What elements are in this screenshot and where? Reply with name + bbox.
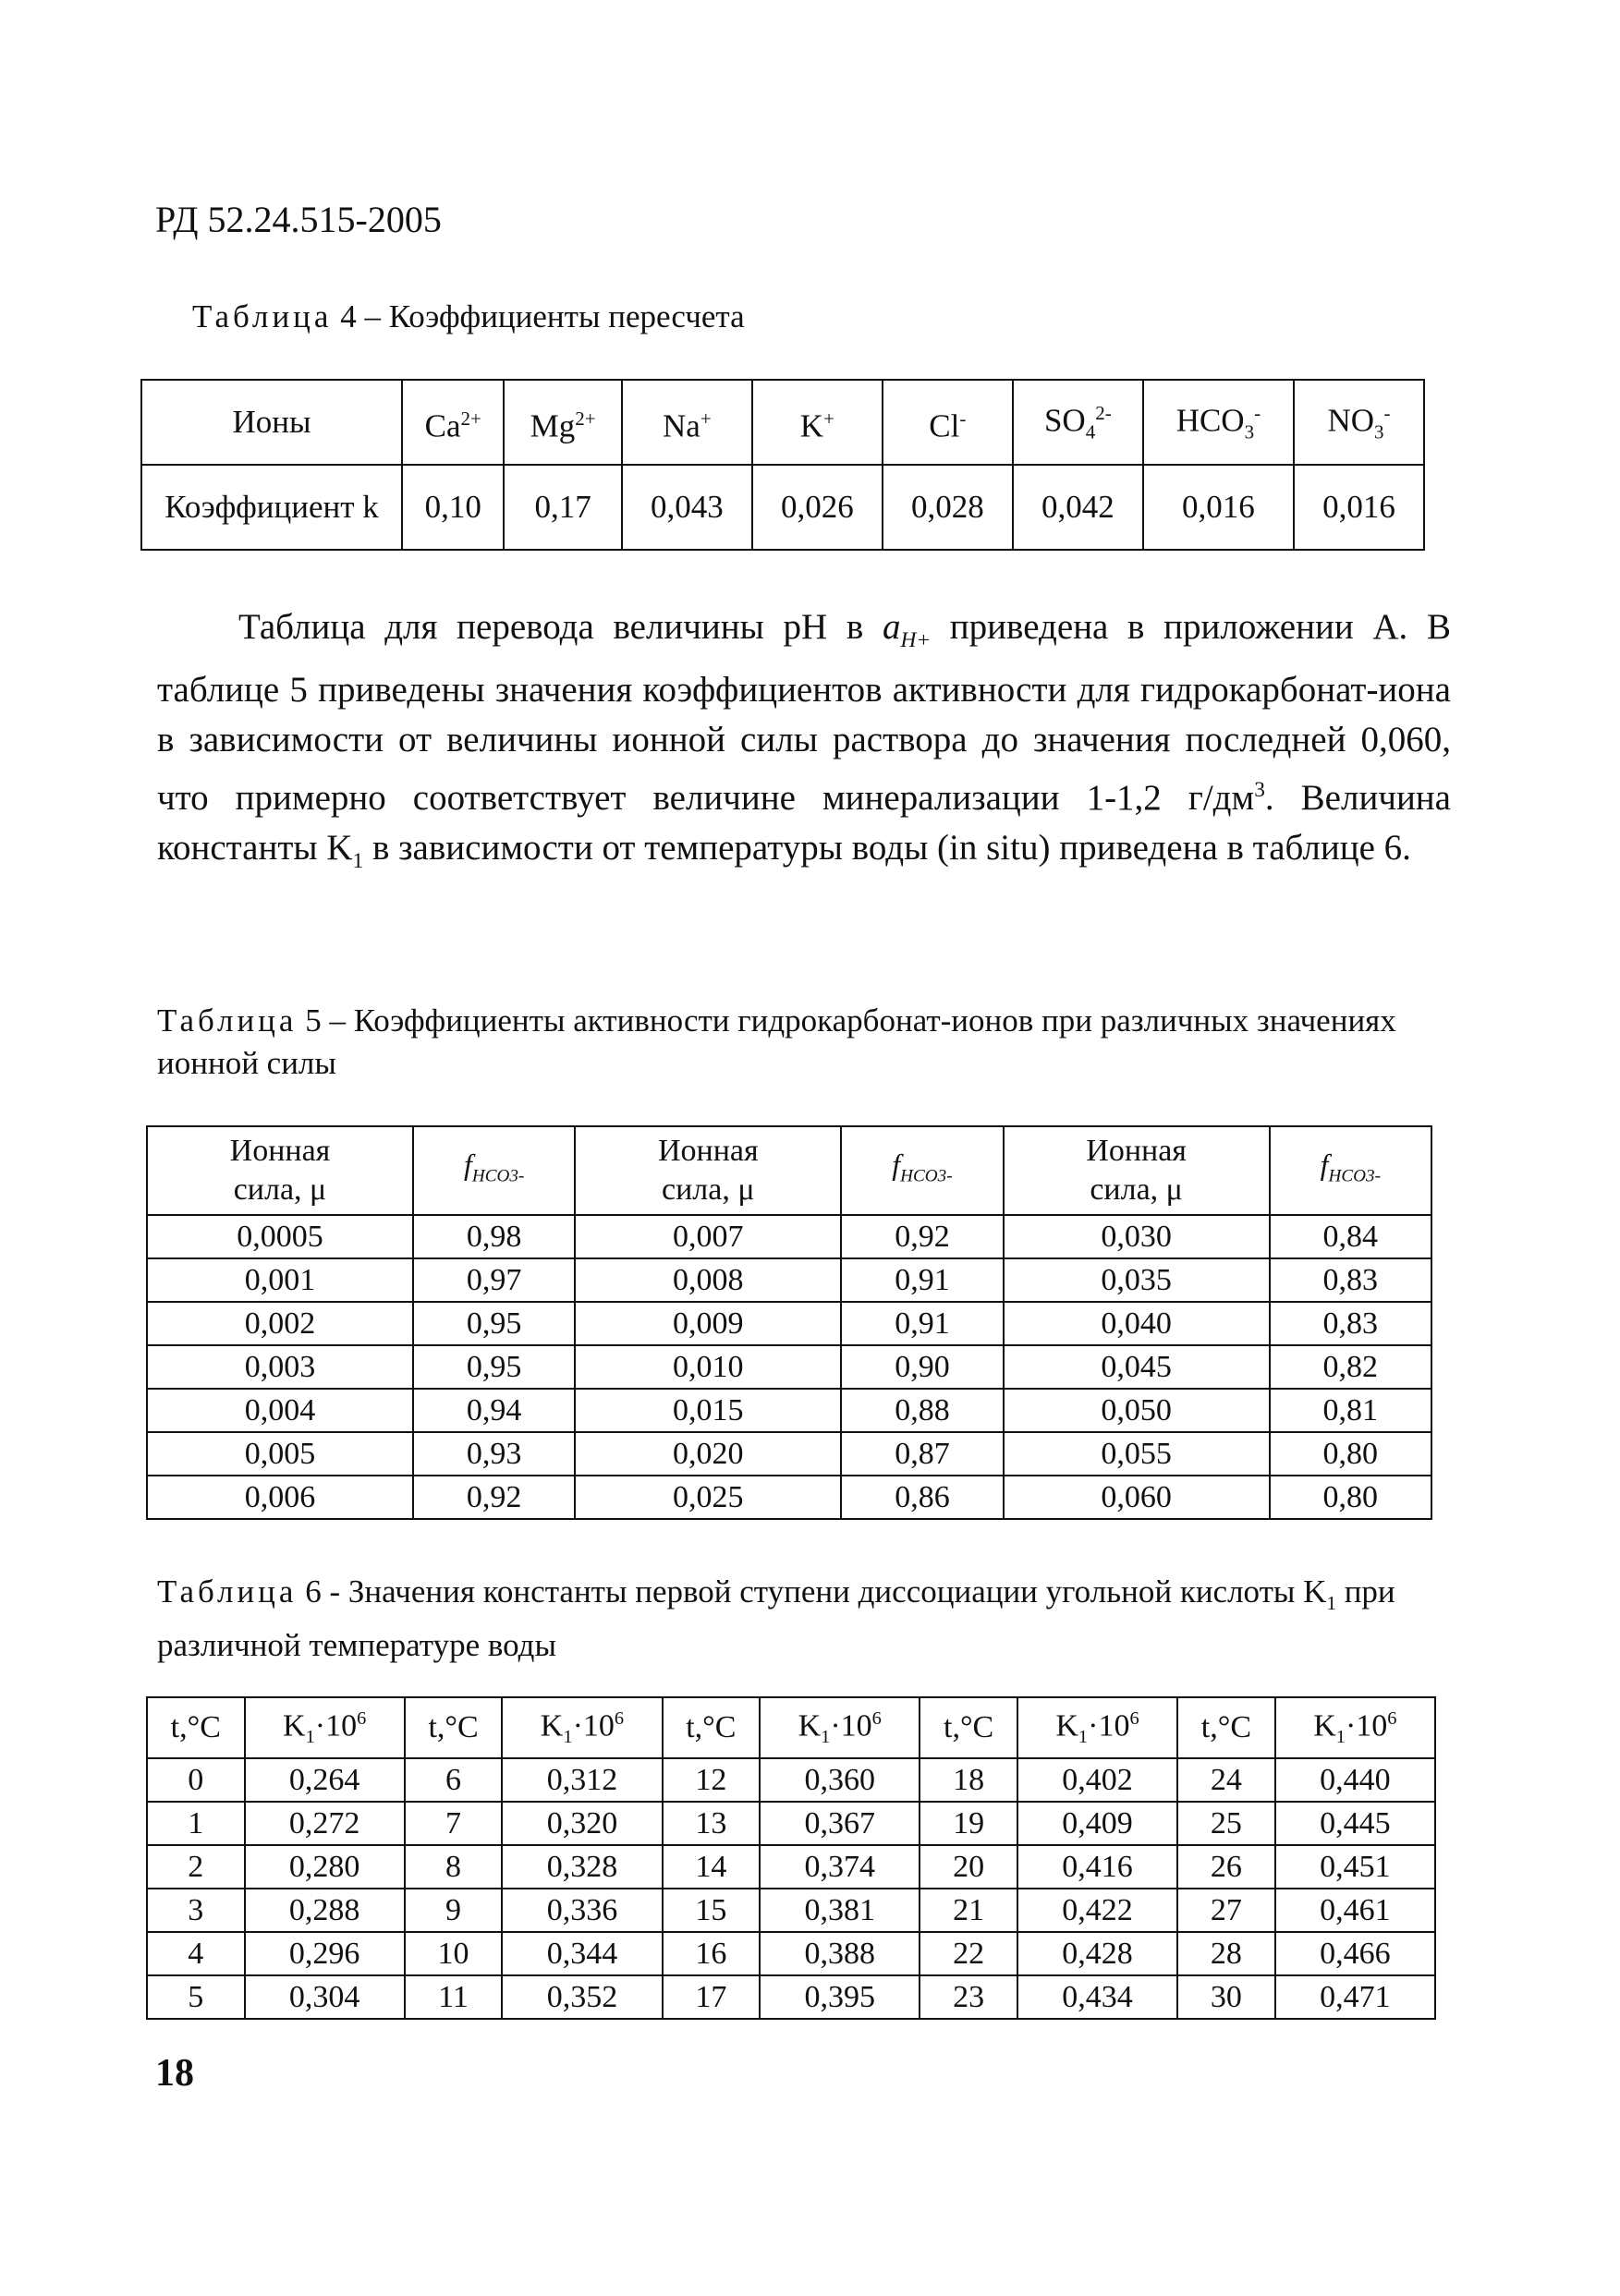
activity-coefficient-cell: 0,94 [413, 1389, 575, 1432]
ion-symbol: SO [1043, 402, 1086, 439]
ion-charge: 2- [1095, 401, 1112, 424]
ion-header-cell [622, 380, 752, 465]
k1-value-cell: 0,288 [245, 1889, 405, 1932]
ionic-strength-cell: 0,030 [1004, 1215, 1270, 1258]
coefficient-cell: 0,028 [883, 465, 1013, 550]
ionic-strength-cell: 0,055 [1004, 1432, 1270, 1476]
temperature-cell: 9 [405, 1889, 503, 1932]
temperature-cell: 14 [663, 1845, 761, 1889]
coefficient-cell: 0,016 [1294, 465, 1424, 550]
table4-value-row [141, 465, 1424, 550]
temperature-cell: 3 [147, 1889, 245, 1932]
ion-charge: 2+ [575, 407, 596, 430]
activity-coefficient-cell: 0,82 [1270, 1345, 1431, 1389]
ion-symbol: Ca [424, 407, 461, 444]
table4-header-label: Ионы [141, 380, 402, 465]
ion-symbol: Mg [530, 407, 576, 444]
k1-header-symbol: K [1313, 1708, 1336, 1743]
table5-row [147, 1215, 1431, 1258]
table6-caption-word: Таблица [157, 1573, 298, 1610]
table6-row [147, 1932, 1435, 1975]
k1-header-symbol: K [798, 1708, 822, 1743]
k1-value-cell: 0,264 [245, 1758, 405, 1802]
ionic-strength-cell: 0,003 [147, 1345, 413, 1389]
k1-header-symbol: K [1055, 1708, 1078, 1743]
activity-coefficient-cell: 0,84 [1270, 1215, 1431, 1258]
k1-header-tail: ·10 [1345, 1708, 1388, 1743]
k1-value-cell: 0,422 [1017, 1889, 1177, 1932]
ionic-strength-cell: 0,004 [147, 1389, 413, 1432]
k1-header-sup: 6 [871, 1708, 882, 1729]
ionic-strength-cell: 0,002 [147, 1302, 413, 1345]
k1-header-tail: ·10 [1088, 1708, 1130, 1743]
activity-coefficient-cell: 0,83 [1270, 1258, 1431, 1302]
temperature-cell: 8 [405, 1845, 503, 1889]
temperature-cell: 12 [663, 1758, 761, 1802]
activity-coefficient-header [841, 1126, 1003, 1215]
temperature-cell: 22 [920, 1932, 1017, 1975]
ion-subscript: 4 [1085, 420, 1096, 443]
ion-symbol: Cl [929, 407, 960, 444]
ionic-strength-cell: 0,060 [1004, 1476, 1270, 1519]
k1-header-symbol: K [540, 1708, 564, 1743]
ionic-strength-header [575, 1126, 841, 1215]
table4-caption-text: 4 – Коэффициенты пересчета [340, 298, 745, 334]
table5-row [147, 1302, 1431, 1345]
temperature-header: t,°C [147, 1697, 245, 1758]
temperature-header: t,°C [663, 1697, 761, 1758]
activity-coefficient-cell: 0,95 [413, 1302, 575, 1345]
ionic-strength-header-line2: сила, μ [662, 1172, 755, 1207]
ion-header-cell [1143, 380, 1294, 465]
para-post1: . Величина константы K [157, 777, 1451, 868]
para-k-sub: 1 [352, 848, 364, 873]
k1-value-cell: 0,360 [760, 1758, 920, 1802]
k1-header-sub: 1 [563, 1727, 573, 1748]
k1-header-sub: 1 [1335, 1727, 1346, 1748]
k1-value-cell: 0,466 [1275, 1932, 1435, 1975]
ion-header-cell [883, 380, 1013, 465]
k1-header-sup: 6 [1129, 1708, 1139, 1729]
ionic-strength-header [147, 1126, 413, 1215]
ionic-strength-header-line1: Ионная [229, 1134, 331, 1168]
temperature-cell: 20 [920, 1845, 1017, 1889]
ion-charge: 2+ [460, 407, 481, 430]
activity-coefficient-cell: 0,87 [841, 1432, 1003, 1476]
activity-symbol [882, 607, 932, 652]
activity-coefficient-symbol: f [892, 1148, 901, 1182]
k1-header-sup: 6 [357, 1708, 367, 1729]
table5-row [147, 1345, 1431, 1389]
table5-row [147, 1389, 1431, 1432]
activity-coefficient-cell: 0,88 [841, 1389, 1003, 1432]
table6-caption [157, 1571, 1451, 1667]
k1-value-cell: 0,374 [760, 1845, 920, 1889]
ionic-strength-cell: 0,005 [147, 1432, 413, 1476]
ionic-strength-cell: 0,020 [575, 1432, 841, 1476]
k1-value-cell: 0,320 [502, 1802, 662, 1845]
activity-coefficient-cell: 0,98 [413, 1215, 575, 1258]
ion-header-cell [752, 380, 883, 465]
table5-caption-text: 5 – Коэффициенты активности гидрокарбонат-ионов при различных значениях ионной силы [157, 1002, 1396, 1081]
temperature-cell: 23 [920, 1975, 1017, 2019]
ionic-strength-header-line1: Ионная [657, 1134, 759, 1168]
ionic-strength-header-line1: Ионная [1086, 1134, 1187, 1168]
para-pre: Таблица для перевода величины pH в [238, 607, 883, 647]
k1-value-cell: 0,352 [502, 1975, 662, 2019]
ionic-strength-header-line2: сила, μ [1090, 1172, 1183, 1207]
document-code: РД 52.24.515-2005 [155, 199, 442, 240]
para-sup: 3 [1254, 777, 1265, 802]
activity-coefficient-cell: 0,90 [841, 1345, 1003, 1389]
k1-value-cell: 0,328 [502, 1845, 662, 1889]
temperature-cell: 0 [147, 1758, 245, 1802]
coefficient-cell: 0,026 [752, 465, 883, 550]
activity-symbol-sub: H+ [900, 627, 932, 652]
k1-value-cell: 0,344 [502, 1932, 662, 1975]
temperature-cell: 21 [920, 1889, 1017, 1932]
table5-row [147, 1476, 1431, 1519]
temperature-cell: 7 [405, 1802, 503, 1845]
temperature-cell: 6 [405, 1758, 503, 1802]
activity-coefficient-subscript: HCO3- [900, 1166, 953, 1186]
activity-coefficient-cell: 0,80 [1270, 1476, 1431, 1519]
table6-row [147, 1845, 1435, 1889]
k1-header [502, 1697, 662, 1758]
k1-value-cell: 0,451 [1275, 1845, 1435, 1889]
k1-value-cell: 0,409 [1017, 1802, 1177, 1845]
ionic-strength-cell: 0,001 [147, 1258, 413, 1302]
ionic-strength-cell: 0,007 [575, 1215, 841, 1258]
activity-coefficient-cell: 0,83 [1270, 1302, 1431, 1345]
activity-coefficient-cell: 0,93 [413, 1432, 575, 1476]
ion-symbol: NO [1327, 402, 1374, 439]
ionic-strength-cell: 0,009 [575, 1302, 841, 1345]
table6-header-row [147, 1697, 1435, 1758]
table6-row [147, 1975, 1435, 2019]
ion-header-cell [1013, 380, 1143, 465]
activity-coefficient-cell: 0,81 [1270, 1389, 1431, 1432]
k1-value-cell: 0,416 [1017, 1845, 1177, 1889]
temperature-cell: 28 [1177, 1932, 1275, 1975]
ionic-strength-cell: 0,050 [1004, 1389, 1270, 1432]
table6-row [147, 1758, 1435, 1802]
k1-header-sub: 1 [1078, 1727, 1089, 1748]
ion-charge: + [700, 407, 712, 430]
k1-header-sub: 1 [821, 1727, 831, 1748]
ion-header-cell [402, 380, 504, 465]
activity-coefficient-cell: 0,95 [413, 1345, 575, 1389]
coefficient-cell: 0,17 [504, 465, 621, 550]
activity-coefficient-symbol: f [463, 1148, 472, 1182]
k1-value-cell: 0,280 [245, 1845, 405, 1889]
temperature-header: t,°C [405, 1697, 503, 1758]
temperature-cell: 16 [663, 1932, 761, 1975]
temperature-cell: 4 [147, 1932, 245, 1975]
temperature-cell: 25 [1177, 1802, 1275, 1845]
table6-row [147, 1802, 1435, 1845]
temperature-cell: 26 [1177, 1845, 1275, 1889]
k1-header [1017, 1697, 1177, 1758]
activity-symbol-base: a [882, 607, 901, 647]
k1-header-sup: 6 [1387, 1708, 1397, 1729]
k1-header-sup: 6 [614, 1708, 625, 1729]
k1-value-cell: 0,428 [1017, 1932, 1177, 1975]
ionic-strength-cell: 0,045 [1004, 1345, 1270, 1389]
table4-row-label: Коэффициент k [141, 465, 402, 550]
temperature-cell: 13 [663, 1802, 761, 1845]
temperature-cell: 5 [147, 1975, 245, 2019]
k1-value-cell: 0,461 [1275, 1889, 1435, 1932]
table5-row [147, 1432, 1431, 1476]
table6-row [147, 1889, 1435, 1932]
table4-caption [192, 296, 745, 338]
temperature-cell: 11 [405, 1975, 503, 2019]
temperature-cell: 27 [1177, 1889, 1275, 1932]
table4 [140, 379, 1425, 551]
table6-caption-text: 6 - Значения константы первой ступени диссоциации угольной кислоты K [305, 1573, 1327, 1610]
activity-coefficient-cell: 0,97 [413, 1258, 575, 1302]
coefficient-cell: 0,043 [622, 465, 752, 550]
k1-header-tail: ·10 [572, 1708, 615, 1743]
activity-coefficient-cell: 0,92 [841, 1215, 1003, 1258]
k1-value-cell: 0,312 [502, 1758, 662, 1802]
ion-charge: - [1254, 401, 1261, 424]
k1-value-cell: 0,367 [760, 1802, 920, 1845]
temperature-cell: 1 [147, 1802, 245, 1845]
temperature-cell: 18 [920, 1758, 1017, 1802]
coefficient-cell: 0,016 [1143, 465, 1294, 550]
activity-coefficient-header [413, 1126, 575, 1215]
k1-value-cell: 0,304 [245, 1975, 405, 2019]
temperature-cell: 17 [663, 1975, 761, 2019]
activity-coefficient-subscript: HCO3- [471, 1166, 525, 1186]
k1-value-cell: 0,381 [760, 1889, 920, 1932]
table6-caption-end: при различной температуре воды [157, 1573, 1395, 1663]
ionic-strength-cell: 0,025 [575, 1476, 841, 1519]
k1-value-cell: 0,336 [502, 1889, 662, 1932]
table5-caption [157, 1000, 1451, 1085]
k1-value-cell: 0,388 [760, 1932, 920, 1975]
k1-header-symbol: K [283, 1708, 306, 1743]
ionic-strength-cell: 0,015 [575, 1389, 841, 1432]
activity-coefficient-cell: 0,91 [841, 1302, 1003, 1345]
k1-value-cell: 0,434 [1017, 1975, 1177, 2019]
para-post2: в зависимости от температуры воды (in situ) приведена в таблице 6. [363, 827, 1411, 868]
k1-header-sub: 1 [305, 1727, 315, 1748]
ionic-strength-cell: 0,006 [147, 1476, 413, 1519]
k1-header [760, 1697, 920, 1758]
table6 [146, 1696, 1436, 2020]
activity-coefficient-cell: 0,91 [841, 1258, 1003, 1302]
ion-subscript: 3 [1244, 420, 1255, 443]
page-number: 18 [155, 2052, 194, 2095]
activity-coefficient-cell: 0,80 [1270, 1432, 1431, 1476]
temperature-cell: 2 [147, 1845, 245, 1889]
table4-header-row [141, 380, 1424, 465]
ion-header-cell [504, 380, 621, 465]
table5-header-row [147, 1126, 1431, 1215]
activity-coefficient-symbol: f [1320, 1148, 1329, 1182]
temperature-header: t,°C [920, 1697, 1017, 1758]
k1-header [245, 1697, 405, 1758]
temperature-header: t,°C [1177, 1697, 1275, 1758]
temperature-cell: 15 [663, 1889, 761, 1932]
activity-coefficient-subscript: HCO3- [1328, 1166, 1381, 1186]
k1-value-cell: 0,272 [245, 1802, 405, 1845]
ion-symbol: Na [663, 407, 700, 444]
para-mid: приведена в приложении А. В таблице 5 приведены значения коэффициентов активности для гидрокарбонат-иона в зависимости от величины ионной силы раствора до значения последней 0,060, что примерно соответствует величине минерализации 1-1,2 г/дм [157, 607, 1451, 818]
temperature-cell: 30 [1177, 1975, 1275, 2019]
body-paragraph [157, 602, 1451, 886]
ionic-strength-header [1004, 1126, 1270, 1215]
table5-caption-word: Таблица [157, 1002, 298, 1039]
ionic-strength-cell: 0,010 [575, 1345, 841, 1389]
ion-charge: - [959, 407, 967, 430]
ion-charge: - [1383, 401, 1391, 424]
coefficient-cell: 0,042 [1013, 465, 1143, 550]
table4-caption-word: Таблица [192, 298, 333, 334]
activity-coefficient-cell: 0,92 [413, 1476, 575, 1519]
ionic-strength-cell: 0,0005 [147, 1215, 413, 1258]
temperature-cell: 19 [920, 1802, 1017, 1845]
ionic-strength-cell: 0,040 [1004, 1302, 1270, 1345]
k1-value-cell: 0,296 [245, 1932, 405, 1975]
k1-header [1275, 1697, 1435, 1758]
k1-value-cell: 0,445 [1275, 1802, 1435, 1845]
k1-header-tail: ·10 [314, 1708, 358, 1743]
ion-header-cell [1294, 380, 1424, 465]
k1-header-tail: ·10 [830, 1708, 872, 1743]
k1-value-cell: 0,395 [760, 1975, 920, 2019]
table6-caption-sub: 1 [1326, 1592, 1336, 1614]
k1-value-cell: 0,402 [1017, 1758, 1177, 1802]
ion-subscript: 3 [1374, 420, 1384, 443]
table5 [146, 1125, 1432, 1520]
ion-symbol: K [799, 407, 824, 444]
ionic-strength-cell: 0,008 [575, 1258, 841, 1302]
activity-coefficient-header [1270, 1126, 1431, 1215]
ion-symbol: HCO [1175, 402, 1245, 439]
ionic-strength-cell: 0,035 [1004, 1258, 1270, 1302]
temperature-cell: 10 [405, 1932, 503, 1975]
temperature-cell: 24 [1177, 1758, 1275, 1802]
coefficient-cell: 0,10 [402, 465, 504, 550]
k1-value-cell: 0,471 [1275, 1975, 1435, 2019]
table5-row [147, 1258, 1431, 1302]
k1-value-cell: 0,440 [1275, 1758, 1435, 1802]
activity-coefficient-cell: 0,86 [841, 1476, 1003, 1519]
ion-charge: + [823, 407, 834, 430]
ionic-strength-header-line2: сила, μ [233, 1172, 327, 1207]
